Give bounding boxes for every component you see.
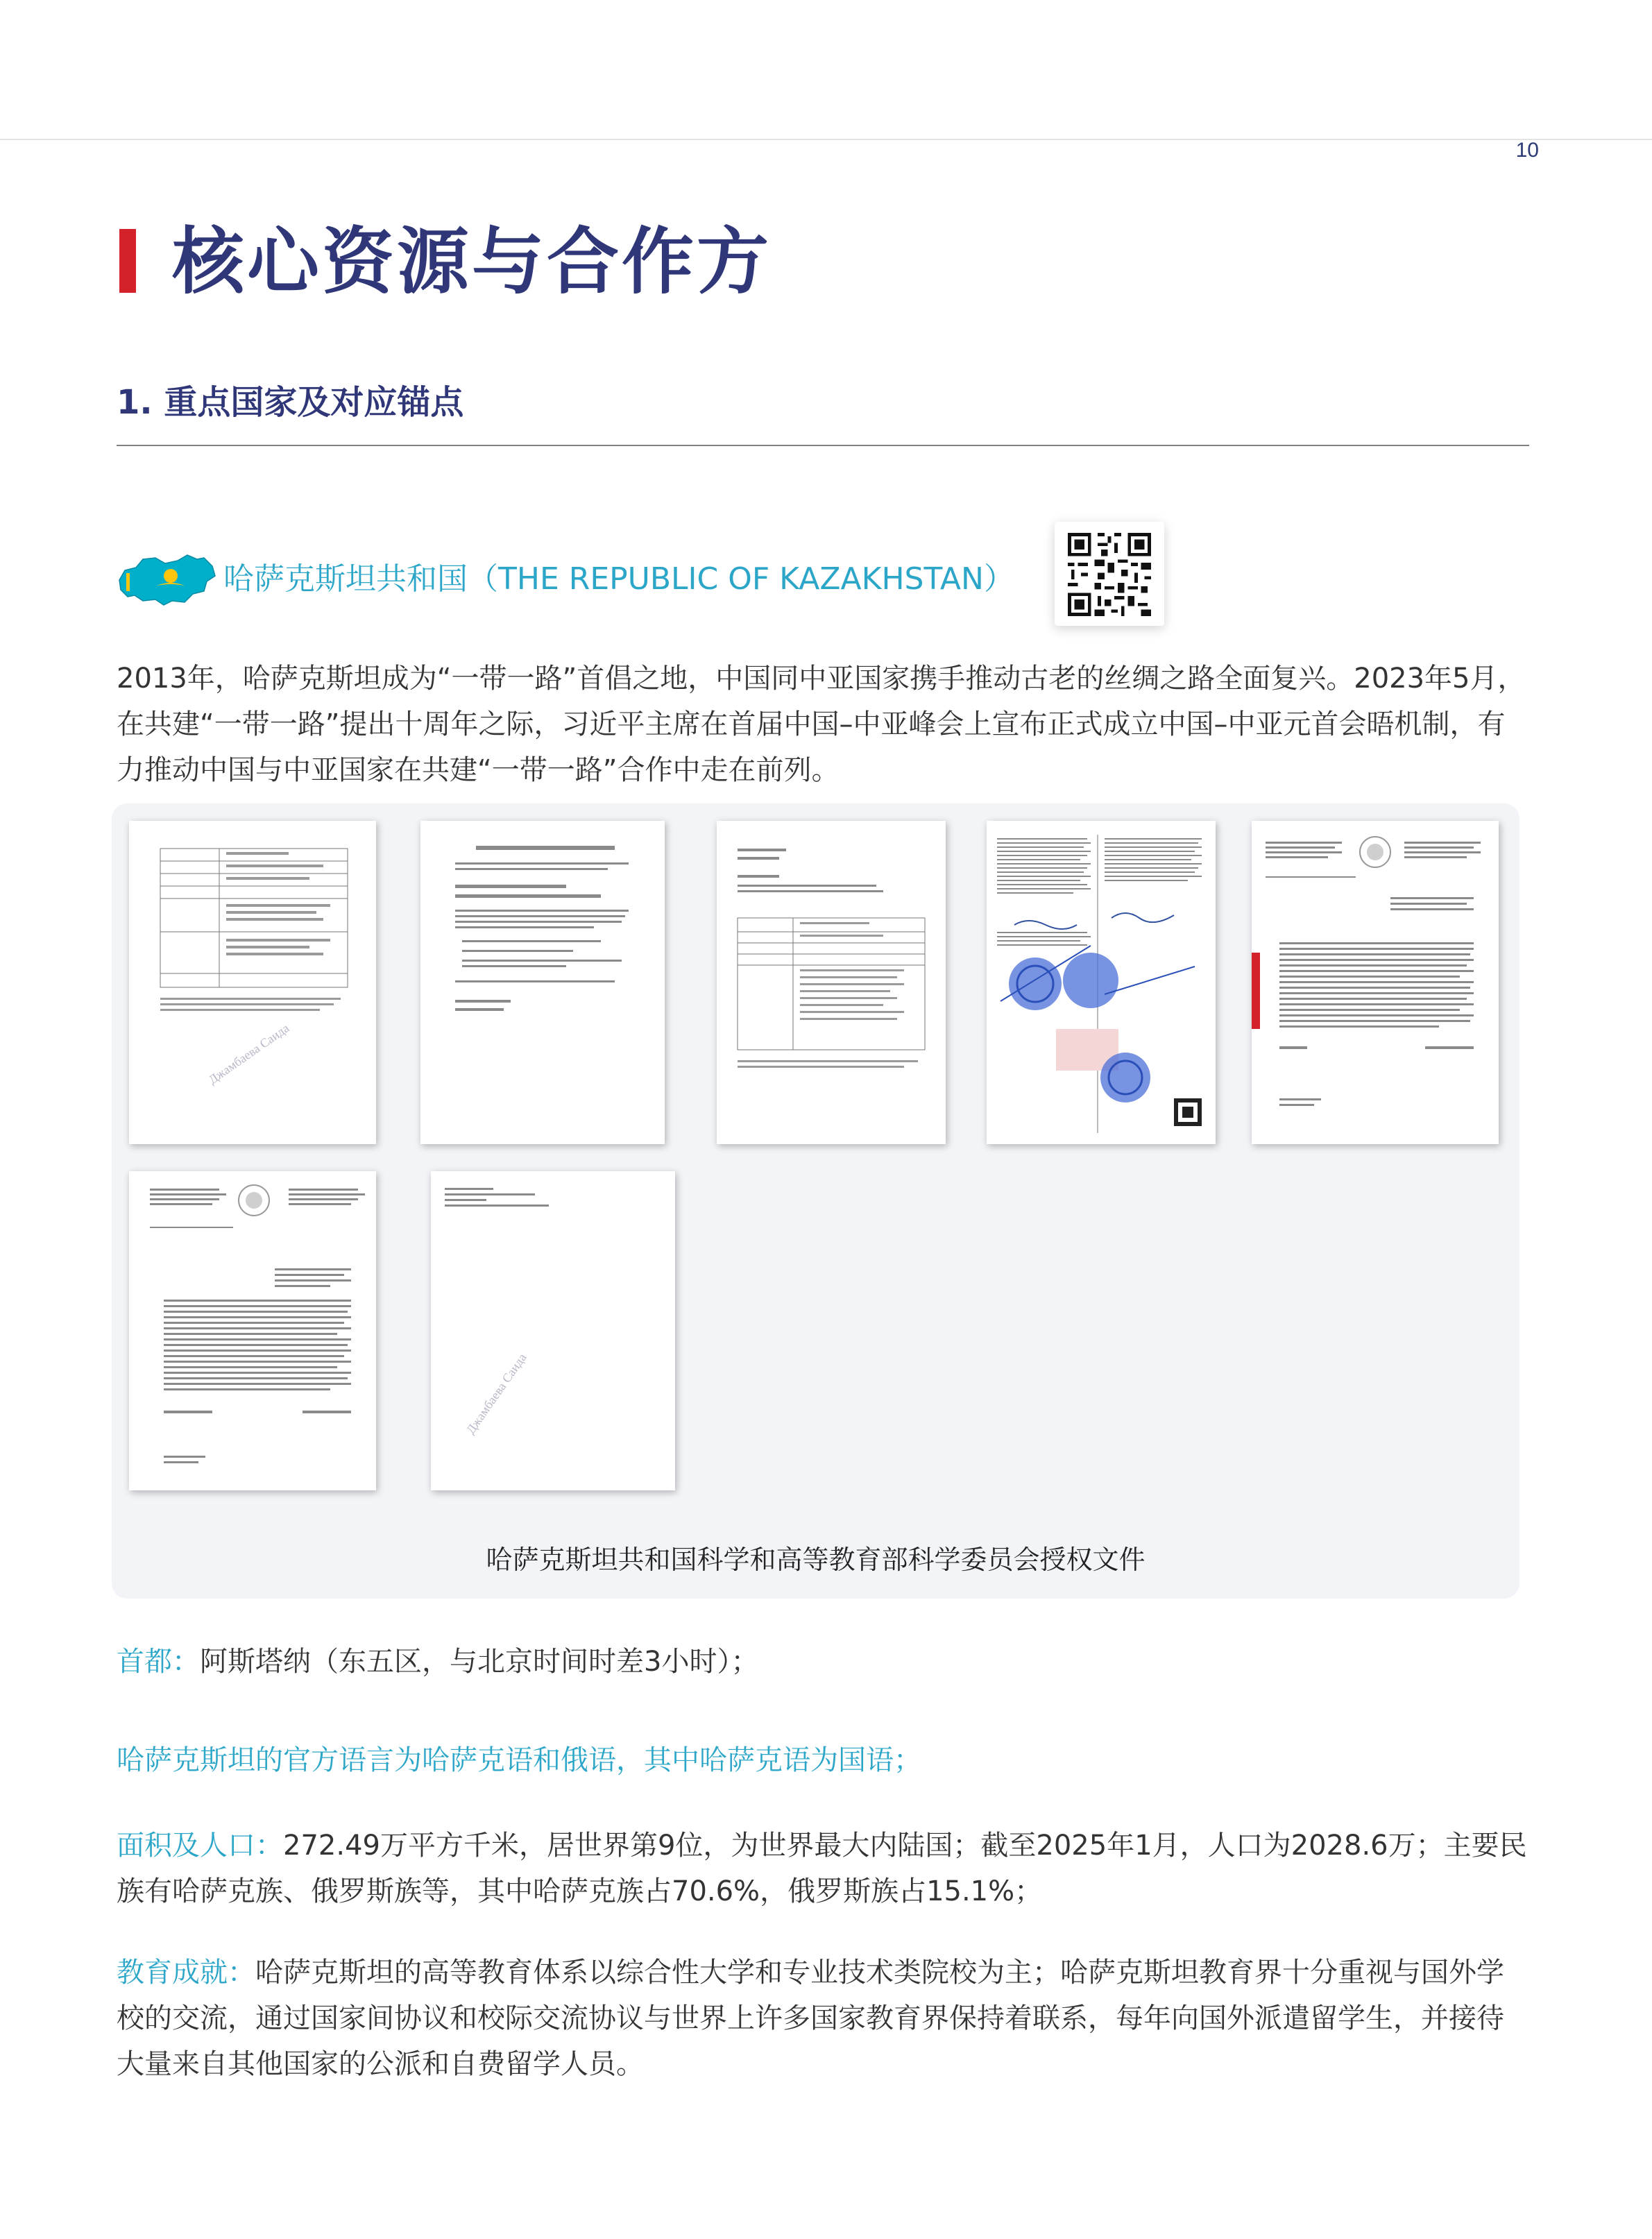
area-text: 272.49万平方千米，居世界第9位，为世界最大内陆国；截至2025年1月，人口为2028.6万；主要民族有哈萨克族、俄罗斯族等，其中哈萨克族占70.6%，俄罗斯族占15.1%； <box>117 1830 1527 1907</box>
header-divider <box>0 139 1652 140</box>
document-thumbnail[interactable] <box>431 1171 675 1490</box>
section-heading: 1. 重点国家及对应锚点 <box>117 383 464 422</box>
language-info: 哈萨克斯坦的官方语言为哈萨克语和俄语，其中哈萨克语为国语； <box>117 1744 921 1776</box>
section-divider <box>117 445 1529 446</box>
svg-text:Джамбаева Саида: Джамбаева Саида <box>463 1350 529 1437</box>
area-population-info <box>117 1823 1529 1914</box>
document-thumbnail[interactable] <box>420 821 665 1144</box>
document-thumbnail[interactable] <box>129 821 376 1144</box>
qr-code-icon <box>1068 533 1151 616</box>
document-thumbnail[interactable] <box>1252 821 1499 1144</box>
document-thumbnail[interactable] <box>987 821 1216 1144</box>
kazakhstan-flag-map-icon <box>115 552 218 608</box>
title-accent-bar <box>119 229 136 293</box>
document-thumbnail[interactable] <box>717 821 946 1144</box>
page-number: 10 <box>1515 139 1539 162</box>
intro-paragraph: 2013年，哈萨克斯坦成为“一带一路”首倡之地，中国同中亚国家携手推动古老的丝绸之路全面复兴。2023年5月，在共建“一带一路”提出十周年之际，习近平主席在首届中国–中亚峰会上宣布正式成立中国–中亚元首会晤机制，有力推动中国与中亚国家在共建“一带一路”合作中走在前列。 <box>117 663 1526 786</box>
country-name: 哈萨克斯坦共和国（THE REPUBLIC OF KAZAKHSTAN） <box>223 561 1014 597</box>
education-text: 哈萨克斯坦的高等教育体系以综合性大学和专业技术类院校为主；哈萨克斯坦教育界十分重视与国外学校的交流，通过国家间协议和校际交流协议与世界上许多国家教育界保持着联系，每年向国外派遣留学生，并接待大量来自其他国家的公派和自费留学人员。 <box>117 1957 1504 2080</box>
documents-panel <box>112 803 1519 1599</box>
area-label: 面积及人口： <box>117 1830 283 1862</box>
capital-label: 首都： <box>117 1646 200 1678</box>
capital-info <box>117 1639 1529 1685</box>
document-thumbnail[interactable] <box>129 1171 376 1490</box>
qr-code[interactable] <box>1055 522 1164 626</box>
education-label: 教育成就： <box>117 1957 255 1989</box>
education-info <box>117 1950 1529 2087</box>
page-title: 核心资源与合作方 <box>172 219 772 304</box>
capital-text: 阿斯塔纳（东五区，与北京时间时差3小时）； <box>200 1646 759 1678</box>
svg-text:Джамбаева Саида: Джамбаева Саида <box>205 1021 292 1087</box>
documents-caption: 哈萨克斯坦共和国科学和高等教育部科学委员会授权文件 <box>486 1544 1146 1575</box>
